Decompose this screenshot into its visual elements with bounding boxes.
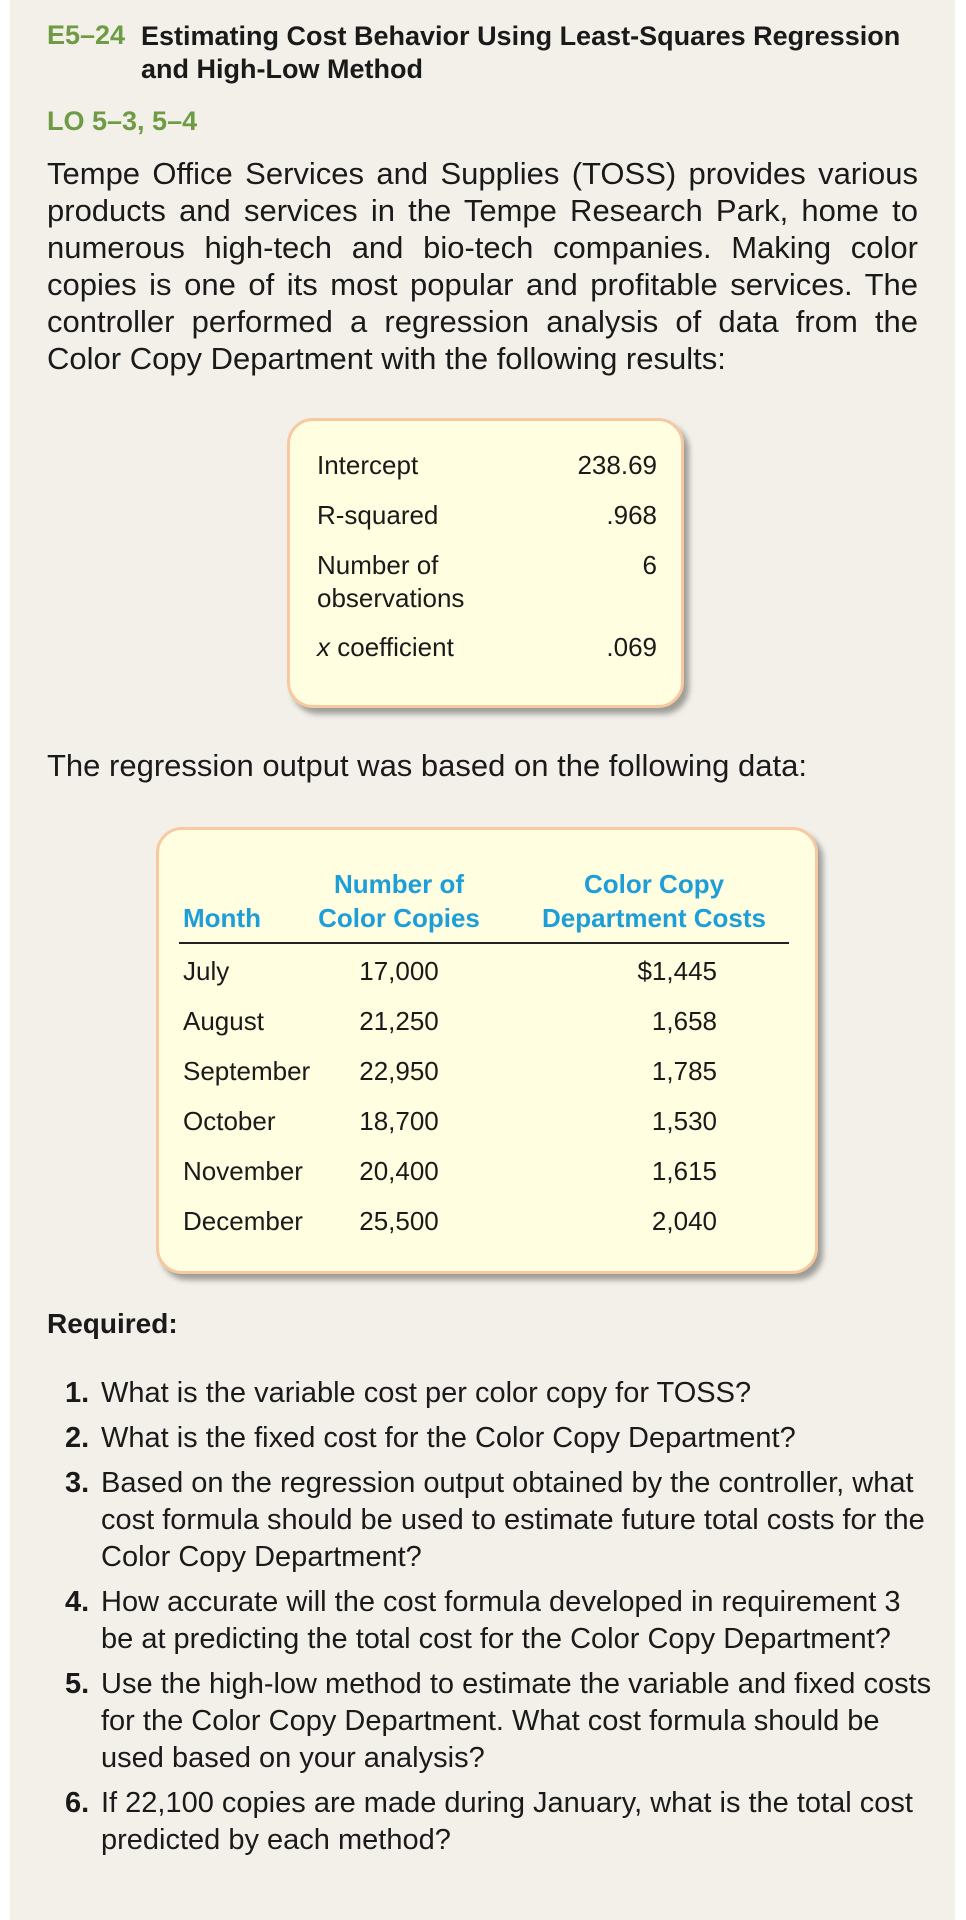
- required-item: [65, 1584, 935, 1658]
- data-table-box: [156, 827, 818, 1274]
- cell-copies: 20,400: [359, 1156, 439, 1186]
- item-number: 4.: [65, 1586, 90, 1618]
- regression-value: 238.69: [577, 450, 657, 480]
- item-text: How accurate will the cost formula developed in requirement 3 be at predicting the total cost for the Color Copy Department?: [101, 1586, 901, 1655]
- intro-paragraph: Tempe Office Services and Supplies (TOSS) provides various products and services in the Tempe Research Park, home to numerous high-tech and bio-tech companies. Making color copies is one of its most popular and profitable services. The controller performed a regression analysis of data from the Color Copy Department with the following results:: [47, 156, 918, 376]
- regression-value: 6: [642, 550, 657, 580]
- item-number: 5.: [65, 1668, 90, 1700]
- header-costs-line2: Department Costs: [542, 903, 766, 933]
- header-copies-line2: Color Copies: [318, 903, 480, 933]
- cell-copies: 21,250: [359, 1006, 439, 1036]
- lead-sentence: The regression output was based on the following data:: [47, 748, 807, 783]
- cell-cost: 1,658: [651, 1006, 717, 1036]
- cell-copies: 22,950: [359, 1056, 439, 1086]
- regression-label: R-squared: [317, 500, 439, 530]
- regression-value: .968: [606, 500, 657, 530]
- regression-label: Number of observations: [317, 550, 465, 613]
- exercise-number: E5–24: [47, 20, 126, 50]
- cell-month: September: [183, 1056, 311, 1086]
- required-item: [65, 1465, 935, 1576]
- required-item: [65, 1375, 935, 1412]
- cell-month: December: [183, 1206, 303, 1236]
- cell-cost: 1,615: [651, 1156, 717, 1186]
- cell-copies: 25,500: [359, 1206, 439, 1236]
- regression-value: .069: [606, 632, 657, 662]
- textbook-page: [10, 0, 955, 1920]
- cell-cost: 2,040: [651, 1206, 717, 1236]
- cell-cost: 1,785: [651, 1056, 717, 1086]
- cell-month: July: [183, 956, 230, 986]
- coefficient-word: coefficient: [337, 632, 454, 662]
- regression-label: Intercept: [317, 450, 419, 480]
- header-costs-line1: Color Copy: [583, 869, 725, 899]
- cell-month: November: [183, 1156, 303, 1186]
- item-number: 6.: [65, 1787, 90, 1819]
- regression-results-box: [287, 418, 684, 708]
- x-variable: x: [317, 632, 330, 662]
- required-item: [65, 1666, 935, 1777]
- header-copies-line1: Number of: [334, 869, 464, 899]
- item-text: What is the variable cost per color copy for TOSS?: [101, 1377, 752, 1409]
- item-text: Based on the regression output obtained by the controller, what cost formula should be used to estimate future total costs for the Color Copy Department?: [101, 1467, 925, 1573]
- required-list: [65, 1375, 935, 1867]
- exercise-title: Estimating Cost Behavior Using Least-Squares Regression and High-Low Method: [141, 21, 901, 84]
- header-rule: [179, 942, 789, 944]
- cell-copies: 17,000: [359, 956, 439, 986]
- item-text: If 22,100 copies are made during January, what is the total cost predicted by each method?: [101, 1787, 913, 1856]
- item-number: 2.: [65, 1422, 90, 1454]
- learning-objectives: LO 5–3, 5–4: [47, 106, 198, 136]
- item-number: 1.: [65, 1377, 90, 1409]
- cell-month: October: [183, 1106, 276, 1136]
- cell-cost: $1,445: [637, 956, 717, 986]
- item-number: 3.: [65, 1467, 90, 1499]
- item-text: What is the fixed cost for the Color Copy Department?: [101, 1422, 796, 1454]
- cell-month: August: [183, 1006, 264, 1036]
- required-item: [65, 1420, 935, 1457]
- required-item: [65, 1785, 935, 1859]
- required-heading: Required:: [47, 1308, 178, 1339]
- cell-copies: 18,700: [359, 1106, 439, 1136]
- cell-cost: 1,530: [651, 1106, 717, 1136]
- regression-label: [317, 631, 517, 664]
- header-month: Month: [183, 903, 261, 933]
- item-text: Use the high-low method to estimate the variable and fixed costs for the Color Copy Department. What cost formula should be used based on your analysis?: [101, 1668, 932, 1774]
